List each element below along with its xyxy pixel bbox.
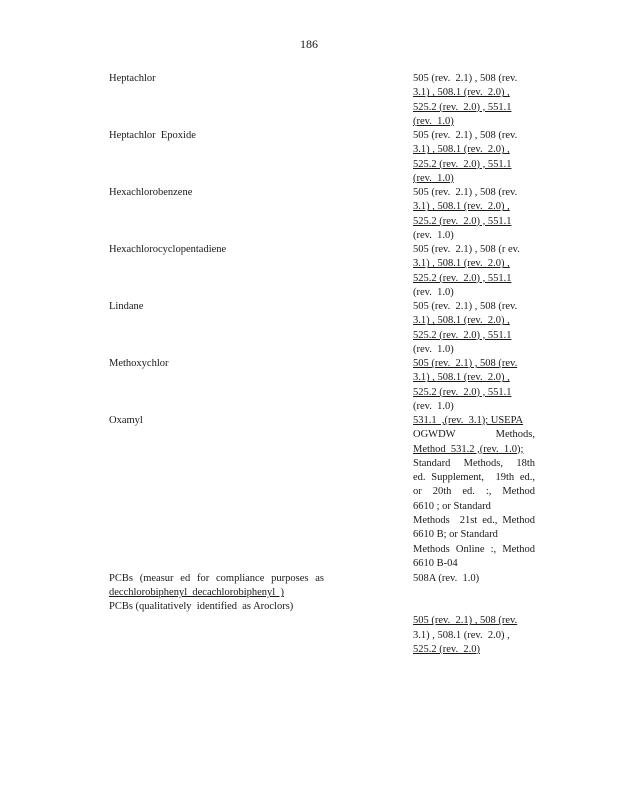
method-line: 3.1) , 508.1 (rev. 2.0) ,	[413, 372, 510, 384]
method-line: 6610 B; or Standard	[413, 529, 498, 541]
method-line: (rev. 1.0)	[413, 172, 454, 184]
analytical-methods	[413, 572, 535, 586]
analytical-methods	[413, 300, 535, 357]
method-line: 505 (rev. 2.1) , 508 (rev.	[413, 301, 518, 312]
method-line: 6610 B-04	[413, 557, 458, 569]
method-line: 525.2 (rev. 2.0)	[413, 643, 480, 655]
analytical-methods	[413, 414, 535, 571]
method-line: 525.2 (rev. 2.0) , 551.1	[413, 158, 512, 170]
chemical-name: Hexachlorocyclopentadiene	[109, 244, 227, 255]
method-line: 525.2 (rev. 2.0) , 551.1	[413, 386, 512, 398]
method-line: 505 (rev. 2.1) , 508 (rev.	[413, 73, 518, 84]
method-line: 505 (rev. 2.1) , 508 (rev.	[413, 615, 518, 627]
method-line: (rev. 1.0)	[413, 343, 454, 355]
method-line: or 20th ed. :, Method	[413, 486, 535, 498]
method-line: (rev. 1.0)	[413, 115, 454, 127]
analytical-methods	[413, 357, 535, 414]
method-line: Standard Methods, 18th	[413, 457, 535, 469]
method-line: 505 (rev. 2.1) , 508 (rev.	[413, 130, 518, 141]
method-line: 505 (rev. 2.1) , 508 (rev.	[413, 187, 518, 198]
method-line: 525.2 (rev. 2.0) , 551.1	[413, 272, 512, 284]
method-line: 3.1) , 508.1 (rev. 2.0) ,	[413, 87, 510, 99]
method-line: 508A (rev. 1.0)	[413, 573, 480, 584]
analytical-methods	[413, 600, 535, 657]
method-line: 505 (rev. 2.1) , 508 (rev.	[413, 358, 518, 369]
method-line: 3.1) , 508.1 (rev. 2.0) ,	[413, 144, 510, 156]
chemical-name: Lindane	[109, 301, 144, 312]
chemical-name: Methoxychlor	[109, 358, 169, 369]
method-line: 525.2 (rev. 2.0) , 551.1	[413, 329, 512, 341]
method-line: (rev. 1.0)	[413, 229, 454, 241]
chemical-name: Hexachlorobenzene	[109, 187, 193, 198]
method-line: 3.1) , 508.1 (rev. 2.0) ,	[413, 629, 510, 641]
analytical-methods	[413, 72, 535, 129]
method-line	[413, 600, 535, 614]
method-line: 6610 ; or Standard	[413, 500, 491, 512]
method-line: Methods 21st ed., Method	[413, 515, 535, 527]
chemical-name-line: decchlorobiphenyl decachlorobiphenyl )	[109, 587, 284, 599]
method-line: (rev. 1.0)	[413, 400, 454, 412]
analytical-methods	[413, 129, 535, 186]
method-line: 505 (rev. 2.1) , 508 (r ev.	[413, 244, 520, 255]
page-number: 186	[300, 37, 318, 51]
method-line: Methods Online :, Method	[413, 543, 535, 555]
chemical-name-line: PCBs (measur ed for compliance purposes as	[109, 573, 324, 584]
method-line: 525.2 (rev. 2.0) , 551.1	[413, 215, 512, 227]
chemical-name: Oxamyl	[109, 415, 143, 426]
method-line: 3.1) , 508.1 (rev. 2.0) ,	[413, 201, 510, 213]
chemical-name: PCBs (qualitatively identified as Aroclors)	[109, 601, 294, 612]
method-line: ed. Supplement, 19th ed.,	[413, 472, 535, 484]
chemical-name: Heptachlor	[109, 73, 156, 84]
method-line: Method 531.2 ,(rev. 1.0);	[413, 443, 524, 455]
method-line: OGWDW Methods,	[413, 429, 535, 441]
analytical-methods	[413, 186, 535, 243]
method-line: 3.1) , 508.1 (rev. 2.0) ,	[413, 258, 510, 270]
method-line: 525.2 (rev. 2.0) , 551.1	[413, 101, 512, 113]
chemical-name: Heptachlor Epoxide	[109, 130, 196, 141]
method-line: 3.1) , 508.1 (rev. 2.0) ,	[413, 315, 510, 327]
chemical-name	[109, 572, 324, 601]
method-line: 531.1 ,(rev. 3.1); USEPA	[413, 415, 524, 426]
method-line: (rev. 1.0)	[413, 286, 454, 298]
analytical-methods	[413, 243, 535, 300]
